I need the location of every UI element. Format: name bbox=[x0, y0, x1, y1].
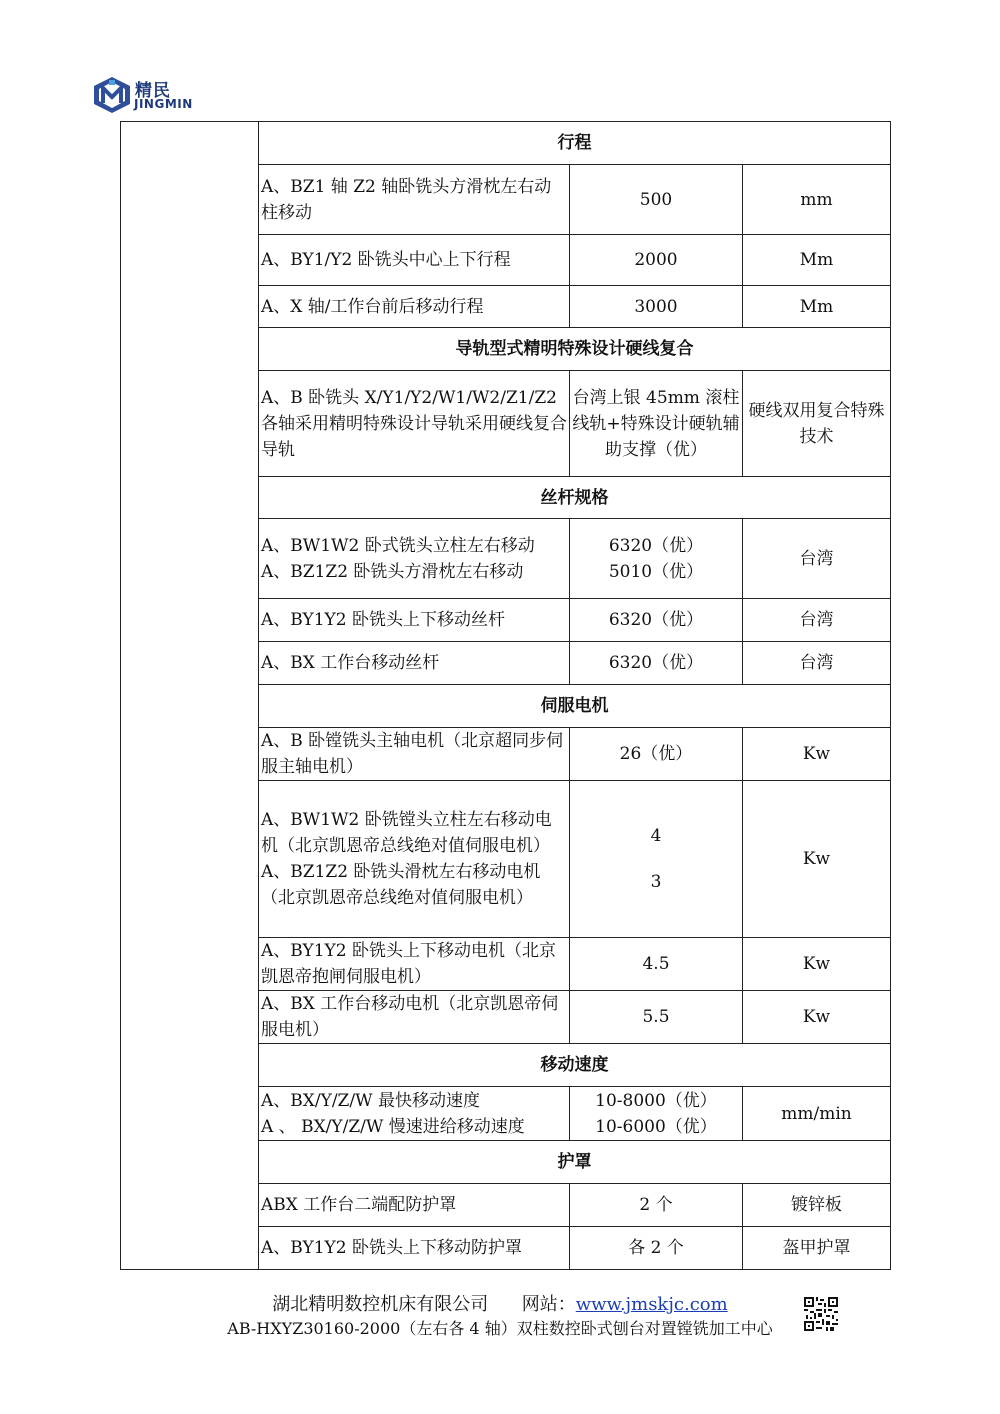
row-value: 6320（优） bbox=[570, 599, 743, 642]
row-unit: Mm bbox=[743, 286, 891, 328]
row-value: 26（优） bbox=[570, 728, 743, 781]
row-value: 500 bbox=[570, 165, 743, 235]
row-name-line: A、BZ1Z2 卧铣头方滑枕左右移动 bbox=[261, 561, 524, 582]
row-name-multi bbox=[259, 519, 570, 599]
row-unit: 镀锌板 bbox=[743, 1184, 891, 1227]
row-name: A、BY1/Y2 卧铣头中心上下行程 bbox=[259, 235, 570, 286]
row-value-multi bbox=[570, 781, 743, 938]
row-value-multi bbox=[570, 519, 743, 599]
row-name-line: A、BW1W2 卧铣镗头立柱左右移动电机（北京凯恩帝总线绝对值伺服电机） bbox=[261, 810, 552, 856]
row-name: A、BY1Y2 卧铣头上下移动防护罩 bbox=[259, 1227, 570, 1270]
row-value: 各 2 个 bbox=[570, 1227, 743, 1270]
row-name: A、BZ1 轴 Z2 轴卧铣头方滑枕左右动柱移动 bbox=[259, 165, 570, 235]
spec-table bbox=[120, 121, 891, 1270]
row-value: 台湾上银 45mm 滚柱线轨+特殊设计硬轨辅助支撑（优） bbox=[570, 371, 743, 477]
section-title-servo: 伺服电机 bbox=[259, 685, 891, 728]
section-title-travel: 行程 bbox=[259, 122, 891, 165]
row-value: 3000 bbox=[570, 286, 743, 328]
row-unit: 盔甲护罩 bbox=[743, 1227, 891, 1270]
row-unit: 台湾 bbox=[743, 599, 891, 642]
row-name-line: A、BX/Y/Z/W 最快移动速度 bbox=[261, 1090, 480, 1111]
section-title-speed: 移动速度 bbox=[259, 1044, 891, 1087]
row-name-multi bbox=[259, 1087, 570, 1141]
section-title-ballscrew: 丝杆规格 bbox=[259, 477, 891, 519]
row-unit: Kw bbox=[743, 938, 891, 991]
row-name: ABX 工作台二端配防护罩 bbox=[259, 1184, 570, 1227]
section-title-guard: 护罩 bbox=[259, 1141, 891, 1184]
row-unit: mm/min bbox=[743, 1087, 891, 1141]
footer-company-name: 湖北精明数控机床有限公司 bbox=[272, 1294, 489, 1315]
row-value-multi bbox=[570, 1087, 743, 1141]
row-name: A、B 卧铣头 X/Y1/Y2/W1/W2/Z1/Z2 各轴采用精明特殊设计导轨采用硬线复合导轨 bbox=[259, 371, 570, 477]
footer-model-line: AB-HXYZ30160-2000（左右各 4 轴）双柱数控卧式刨台对置镗铣加工中心 bbox=[227, 1319, 773, 1338]
company-logo bbox=[92, 76, 222, 116]
logo-english-text: JINGMIN bbox=[134, 97, 193, 111]
row-unit: Kw bbox=[743, 991, 891, 1044]
row-unit: Mm bbox=[743, 235, 891, 286]
row-value: 4.5 bbox=[570, 938, 743, 991]
row-value: 2 个 bbox=[570, 1184, 743, 1227]
row-name: A、B 卧镗铣头主轴电机（北京超同步伺服主轴电机） bbox=[259, 728, 570, 781]
row-value-line: 5010（优） bbox=[608, 561, 704, 582]
row-name-line: A 、 BX/Y/Z/W 慢速进给移动速度 bbox=[261, 1116, 525, 1137]
footer-site-label: 网站： bbox=[521, 1294, 576, 1315]
row-name-line: A、BW1W2 卧式铣头立柱左右移动 bbox=[261, 535, 535, 556]
footer-company-line bbox=[0, 1290, 1000, 1316]
row-value: 5.5 bbox=[570, 991, 743, 1044]
jingmin-logo-icon bbox=[92, 76, 132, 114]
row-name-multi bbox=[259, 781, 570, 938]
row-unit: Kw bbox=[743, 728, 891, 781]
row-unit: mm bbox=[743, 165, 891, 235]
row-name: A、BY1Y2 卧铣头上下移动电机（北京凯恩帝抱闸伺服电机） bbox=[259, 938, 570, 991]
section-title-guideway: 导轨型式精明特殊设计硬线复合 bbox=[259, 328, 891, 371]
row-value-line: 3 bbox=[650, 872, 662, 892]
row-value-line: 10-6000（优） bbox=[595, 1116, 717, 1137]
row-name: A、X 轴/工作台前后移动行程 bbox=[259, 286, 570, 328]
row-name-line: A、BZ1Z2 卧铣头滑枕左右移动电机（北京凯恩帝总线绝对值伺服电机） bbox=[261, 862, 541, 908]
qr-code-icon bbox=[804, 1297, 838, 1331]
row-value-line: 6320（优） bbox=[608, 535, 704, 556]
logo-chinese-text: 精民 bbox=[135, 81, 171, 101]
row-value-line: 4 bbox=[650, 826, 662, 846]
row-unit: 台湾 bbox=[743, 642, 891, 685]
left-blank-column bbox=[121, 122, 259, 1270]
row-unit: 硬线双用复合特殊技术 bbox=[743, 371, 891, 477]
row-value: 2000 bbox=[570, 235, 743, 286]
row-unit: 台湾 bbox=[743, 519, 891, 599]
row-value-line: 10-8000（优） bbox=[595, 1090, 717, 1111]
row-value: 6320（优） bbox=[570, 642, 743, 685]
row-name: A、BY1Y2 卧铣头上下移动丝杆 bbox=[259, 599, 570, 642]
row-name: A、BX 工作台移动电机（北京凯恩帝伺服电机） bbox=[259, 991, 570, 1044]
footer-website-link[interactable]: www.jmskjc.com bbox=[575, 1294, 728, 1315]
row-name: A、BX 工作台移动丝杆 bbox=[259, 642, 570, 685]
row-unit: Kw bbox=[743, 781, 891, 938]
